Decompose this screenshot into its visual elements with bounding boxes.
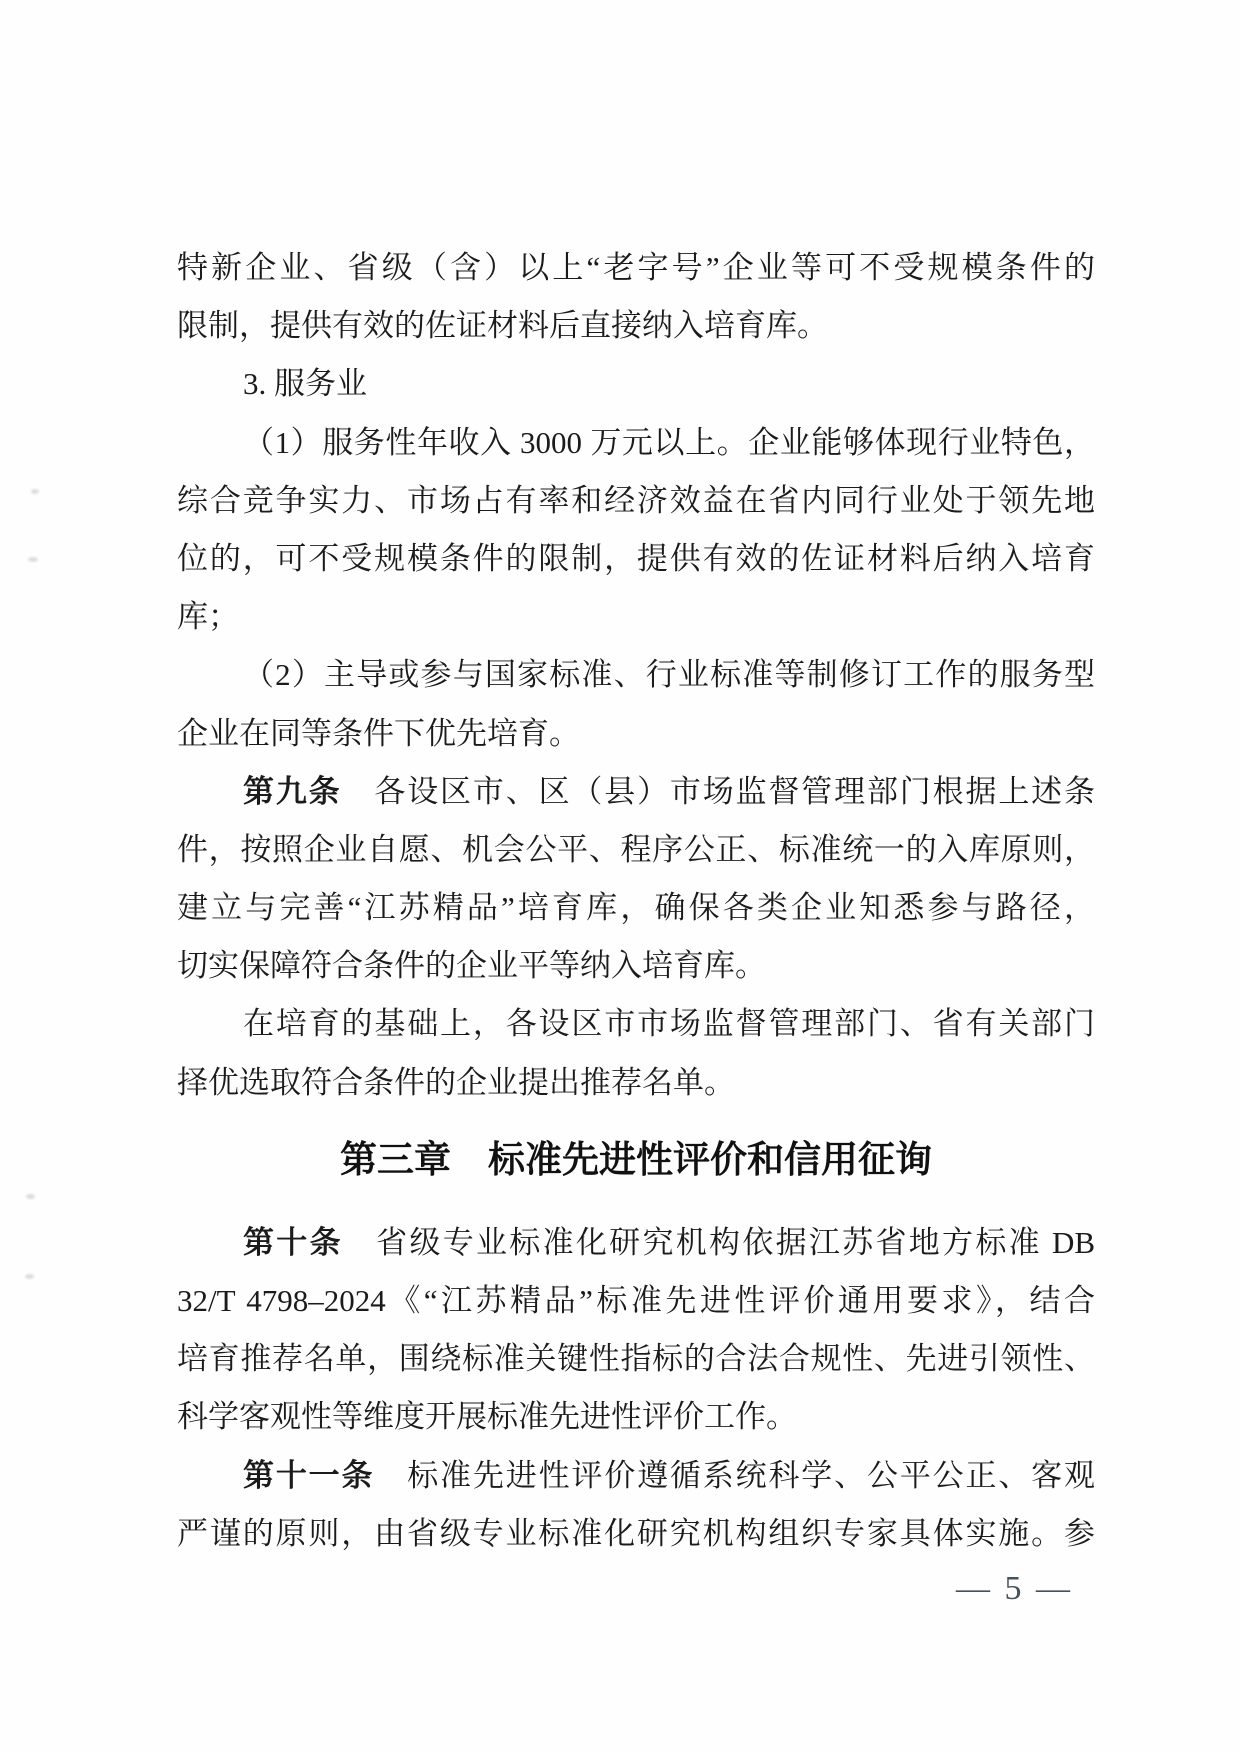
- body-line: 件，按照企业自愿、机会公平、程序公正、标准统一的入库原则，: [177, 831, 1095, 867]
- body-line: 企业在同等条件下优先培育。: [177, 715, 580, 751]
- article-number-bold: 第十一条: [243, 1457, 375, 1493]
- body-line: [177, 1447, 1095, 1505]
- body-line: 3. 服务业: [243, 366, 367, 402]
- body-line: 择优选取符合条件的企业提出推荐名单。: [177, 1064, 735, 1100]
- body-line: （1）服务性年收入 3000 万元以上。企业能够体现行业特色，: [243, 424, 1095, 460]
- body-line: 科学客观性等维度开展标准先进性评价工作。: [177, 1399, 797, 1435]
- chapter-heading: 第三章 标准先进性评价和信用征询: [340, 1138, 932, 1180]
- body-line: 建立与完善“江苏精品”培育库，确保各类企业知悉参与路径，: [177, 890, 1095, 926]
- body-line: 特新企业、省级（含）以上“老字号”企业等可不受规模条件的: [177, 250, 1095, 285]
- scan-speck: [31, 489, 39, 494]
- article-number-bold: 第十条: [243, 1224, 343, 1260]
- article-number-bold: 第九条: [243, 773, 342, 809]
- body-line: 32/T 4798–2024《“江苏精品”标准先进性评价通用要求》，结合: [177, 1283, 1095, 1318]
- body-line: 严谨的原则，由省级专业标准化研究机构组织专家具体实施。参: [177, 1515, 1095, 1551]
- body-line: 位的，可不受规模条件的限制，提供有效的佐证材料后纳入培育: [177, 540, 1095, 576]
- body-line: 切实保障符合条件的企业平等纳入培育库。: [177, 948, 766, 984]
- body-line: 综合竞争实力、市场占有率和经济效益在省内同行业处于领先地: [177, 482, 1095, 518]
- body-line-text: 省级专业标准化研究机构依据江苏省地方标准 DB: [342, 1224, 1096, 1260]
- scan-speck: [26, 1194, 35, 1199]
- body-line: [177, 763, 1095, 821]
- document-text-block: [177, 239, 1095, 1563]
- page-number: — 5 —: [956, 1570, 1073, 1607]
- body-line: 培育推荐名单，围绕标准关键性指标的合法合规性、先进引领性、: [177, 1341, 1095, 1377]
- scan-speck: [28, 557, 38, 562]
- body-line: 库；: [177, 599, 239, 635]
- body-line: [177, 1214, 1095, 1272]
- body-line: （2）主导或参与国家标准、行业标准等制修订工作的服务型: [243, 657, 1095, 693]
- body-line: 限制，提供有效的佐证材料后直接纳入培育库。: [177, 308, 828, 344]
- scan-speck: [25, 1274, 34, 1279]
- body-line-text: 各设区市、区（县）市场监督管理部门根据上述条: [341, 773, 1096, 809]
- body-line-text: 标准先进性评价遵循系统科学、公平公正、客观: [374, 1457, 1096, 1493]
- body-line: 在培育的基础上，各设区市市场监督管理部门、省有关部门: [243, 1006, 1095, 1042]
